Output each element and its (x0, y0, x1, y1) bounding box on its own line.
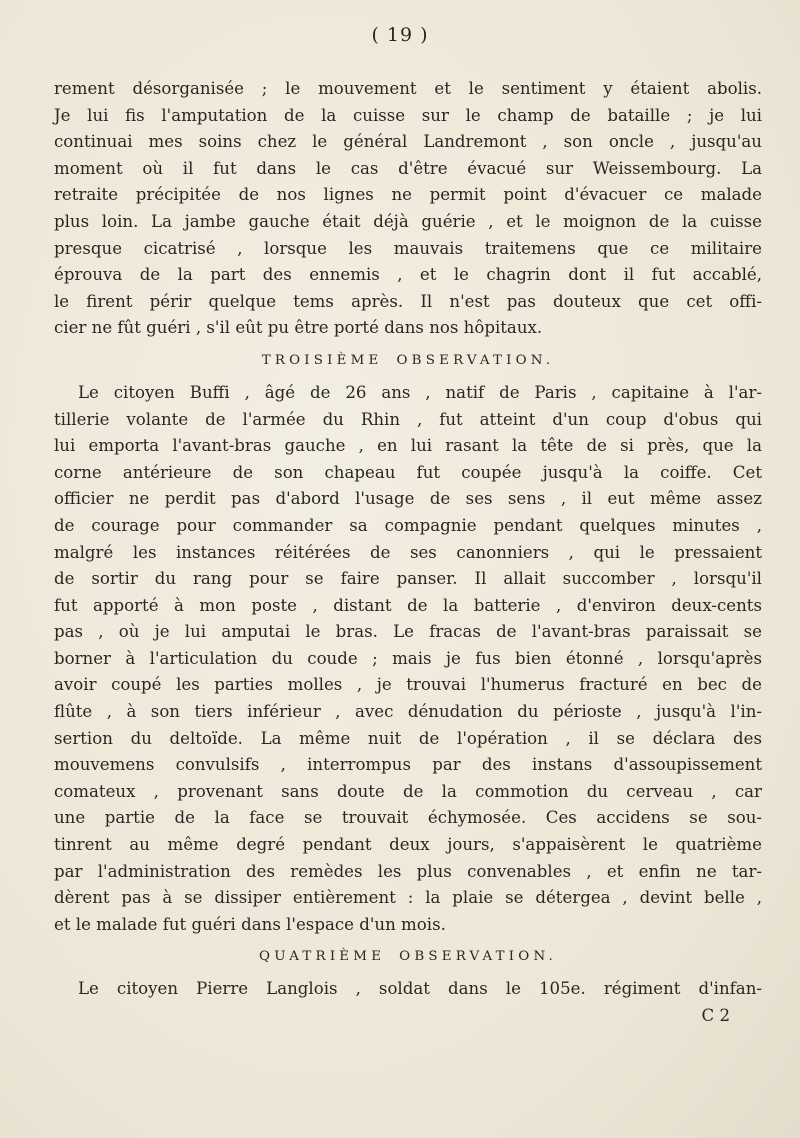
heading-title: OBSERVATION. (399, 949, 557, 965)
text-line: rement désorganisée ; le mouvement et le sentiment y étaient abolis. (54, 79, 762, 98)
text-line: une partie de la face se trouvait échymosée. Ces accidens se sou- (54, 808, 762, 828)
text-line: moment où il fut dans le cas d'être évacué sur Weissembourg. La (54, 158, 762, 178)
text-line: et le malade fut guéri dans l'espace d'un mois. (54, 914, 446, 934)
paragraph-continuation (54, 76, 762, 342)
signature-mark: C 2 (701, 1006, 730, 1025)
heading-title: OBSERVATION. (396, 352, 555, 368)
text-line: de sortir du rang pour se faire panser. Il allait succomber , lorsqu'il (54, 569, 762, 589)
text-line: éprouva de la part des ennemis , et le chagrin dont il fut accablé, (54, 265, 762, 285)
text-line: tillerie volante de l'armée du Rhin , fut atteint d'un coup d'obus qui (54, 409, 762, 429)
text-line: continuai mes soins chez le général Landremont , son oncle , jusqu'au (54, 132, 762, 152)
heading-ordinal: QUATRIÈME (259, 949, 386, 965)
text-line: borner à l'articulation du coude ; mais je fus bien étonné , lorsqu'après (54, 648, 762, 668)
text-line: de courage pour commander sa compagnie pendant quelques minutes , (54, 515, 762, 535)
paragraph-third-observation (54, 380, 762, 938)
text-line: plus loin. La jambe gauche était déjà guérie , et le moignon de la cuisse (54, 211, 762, 231)
text-line: tinrent au même degré pendant deux jours, s'appaisèrent le quatrième (54, 835, 762, 855)
text-line: le firent périr quelque tems après. Il n'est pas douteux que cet offi- (54, 291, 762, 311)
page-number: ( 19 ) (371, 24, 429, 46)
text-line: retraite précipitée de nos lignes ne permit point d'évacuer ce malade (54, 185, 762, 205)
text-line: fut apporté à mon poste , distant de la batterie , d'environ deux-cents (54, 595, 762, 615)
text-line: par l'administration des remèdes les plus convenables , et enfin ne tar- (54, 861, 762, 881)
text-line: dèrent pas à se dissiper entièrement : la plaie se détergea , devint belle , (54, 888, 762, 908)
text-line: pas , où je lui amputai le bras. Le fracas de l'avant-bras paraissait se (54, 622, 762, 642)
text-line: sertion du deltoïde. La même nuit de l'opération , il se déclara des (54, 728, 762, 748)
text-line: Le citoyen Buffi , âgé de 26 ans , natif de Paris , capitaine à l'ar- (78, 382, 762, 402)
text-line: malgré les instances réitérées de ses canonniers , qui le pressaient (54, 542, 762, 562)
page-footer (54, 1003, 762, 1030)
text-line: mouvemens convulsifs , interrompus par des instans d'assoupissement (54, 755, 762, 775)
text-line: avoir coupé les parties molles , je trouvai l'humerus fracturé en bec de (54, 675, 762, 695)
text-line: Le citoyen Pierre Langlois , soldat dans le 105e. régiment d'infan- (78, 979, 762, 999)
section-heading-fourth-observation (54, 944, 762, 970)
text-line: presque cicatrisé , lorsque les mauvais traitemens que ce militaire (54, 238, 762, 258)
heading-ordinal: TROISIÈME (261, 352, 383, 368)
text-line: corne antérieure de son chapeau fut coupée jusqu'à la coiffe. Cet (54, 462, 762, 482)
text-line: cier ne fût guéri , s'il eût pu être porté dans nos hôpitaux. (54, 318, 543, 338)
text-line: lui emporta l'avant-bras gauche , en lui rasant la tête de si près, que la (54, 436, 762, 456)
paragraph-fourth-observation (54, 976, 762, 1003)
text-line: officier ne perdit pas d'abord l'usage de ses sens , il eut même assez (54, 489, 762, 509)
text-line: Je lui fis l'amputation de la cuisse sur le champ de bataille ; je lui (54, 105, 762, 125)
text-line: flûte , à son tiers inférieur , avec dénudation du périoste , jusqu'à l'in- (54, 702, 762, 722)
text-line: comateux , provenant sans doute de la commotion du cerveau , car (54, 781, 762, 801)
section-heading-third-observation (54, 348, 762, 374)
